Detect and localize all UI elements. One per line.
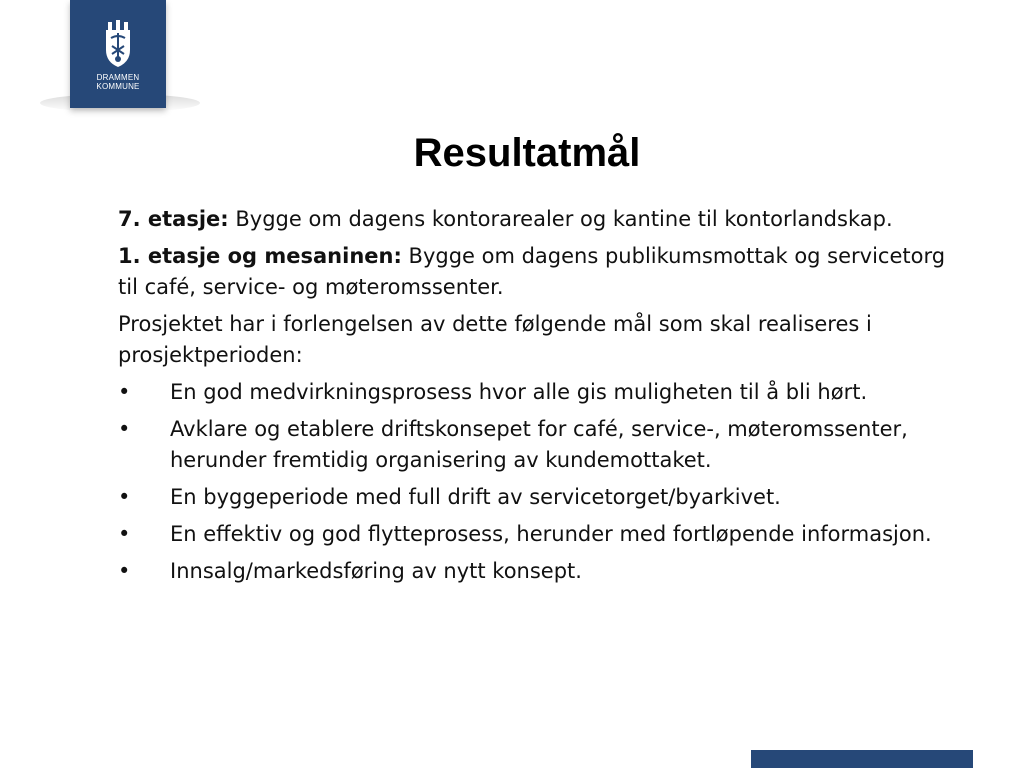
list-item [118,556,958,587]
list-item [118,377,958,408]
bullet-icon: • [118,559,131,583]
paragraph-7-etasje [118,204,958,235]
bullet-icon: • [118,417,131,441]
list-item-text: Avklare og etablere driftskonsepet for café, service-, møteromssenter, herunder fremtidig organisering av kundemottaket. [170,417,908,472]
logo-text-line1: DRAMMEN [96,73,140,82]
list-item-text: En effektiv og god flytteprosess, herunder med fortløpende informasjon. [170,522,932,546]
paragraph-text: Bygge om dagens publikumsmottak og servicetorg til café, service- og møteromssenter. [118,244,946,299]
bullet-icon: • [118,485,131,509]
slide-body [118,204,958,593]
paragraph-text: Prosjektet har i forlengelsen av dette følgende mål som skal realiseres i prosjektperioden: [118,312,872,367]
bullet-icon: • [118,380,131,404]
paragraph-1-etasje [118,241,958,303]
list-item [118,519,958,550]
list-item-text: En god medvirkningsprosess hvor alle gis muligheten til å bli hørt. [170,380,868,404]
drammen-kommune-logo [70,0,166,108]
logo-text-line2: KOMMUNE [96,82,140,91]
list-item [118,482,958,513]
list-item [118,414,958,476]
goal-list [118,377,958,587]
slide-title: Resultatmål [413,131,641,175]
list-item-text: En byggeperiode med full drift av servicetorget/byarkivet. [170,485,781,509]
footer-bar [751,750,973,768]
paragraph-prosjektet [118,309,958,371]
paragraph-bold-label: 1. etasje og mesaninen: [118,244,402,268]
bullet-icon: • [118,522,131,546]
drammen-coat-of-arms-icon [103,20,133,68]
paragraph-text: Bygge om dagens kontorarealer og kantine til kontorlandskap. [228,207,893,231]
list-item-text: Innsalg/markedsføring av nytt konsept. [170,559,582,583]
paragraph-bold-label: 7. etasje: [118,207,229,231]
logo-area [40,0,200,112]
